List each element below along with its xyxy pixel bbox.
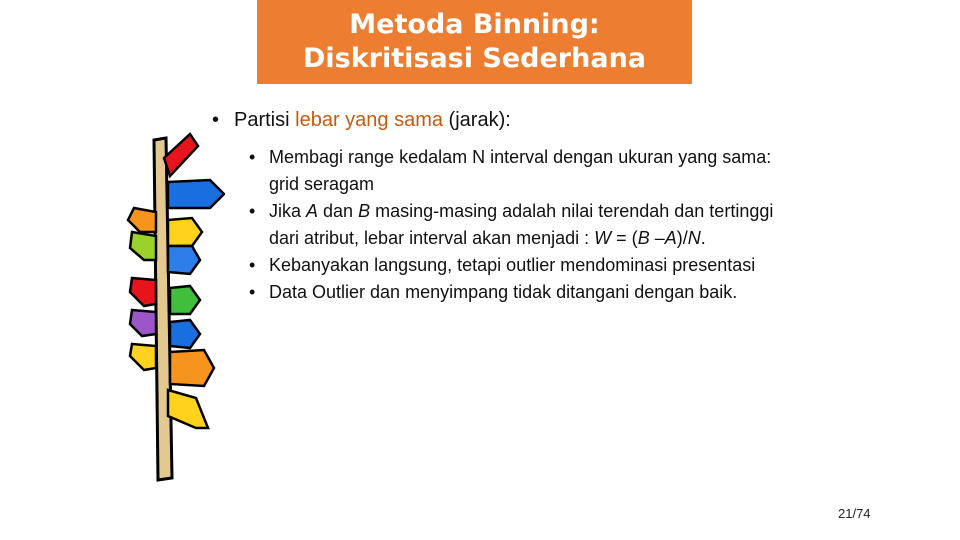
sub-bullet-1 bbox=[249, 144, 794, 198]
variable-a: A bbox=[664, 228, 677, 248]
content-area bbox=[212, 106, 812, 306]
sub-bullet-text: – bbox=[649, 228, 665, 248]
slide-title-line2: Diskritisasi Sederhana bbox=[302, 43, 647, 74]
variable-b: B bbox=[637, 228, 650, 248]
variable-n: N bbox=[687, 228, 701, 248]
sub-bullet-2 bbox=[249, 198, 794, 252]
main-bullet-highlight: lebar yang sama bbox=[295, 109, 443, 131]
page-number: 21/74 bbox=[838, 506, 871, 521]
main-bullet bbox=[212, 106, 812, 134]
variable-b: B bbox=[358, 201, 371, 221]
sub-bullet-text: Membagi range kedalam N interval dengan ukuran yang sama: grid seragam bbox=[269, 147, 772, 194]
sub-bullet-4 bbox=[249, 279, 794, 306]
sub-bullet-text: Data Outlier dan menyimpang tidak ditangani dengan baik. bbox=[269, 282, 738, 302]
variable-a: A bbox=[306, 201, 319, 221]
sub-bullet-text: dan bbox=[318, 201, 359, 221]
sub-bullet-text: Jika bbox=[269, 201, 307, 221]
sub-bullet-text: Kebanyakan langsung, tetapi outlier mendominasi presentasi bbox=[269, 255, 756, 275]
variable-w: W bbox=[594, 228, 612, 248]
title-banner bbox=[257, 0, 692, 84]
sub-bullet-text: . bbox=[700, 228, 706, 248]
main-bullet-prefix: Partisi bbox=[234, 109, 296, 131]
slide-title-line1: Metoda Binning: bbox=[349, 9, 600, 40]
sub-bullet-text: )/ bbox=[676, 228, 688, 248]
main-bullet-suffix: (jarak): bbox=[443, 109, 511, 131]
sub-bullet-3 bbox=[249, 252, 794, 279]
sub-bullet-text: = ( bbox=[611, 228, 638, 248]
sub-bullet-text: masing-masing adalah nilai terendah dan tertinggi dari atribut, lebar interval akan menjadi : bbox=[269, 201, 774, 248]
signpost-icon bbox=[120, 128, 225, 488]
sub-bullet-list bbox=[249, 144, 794, 306]
